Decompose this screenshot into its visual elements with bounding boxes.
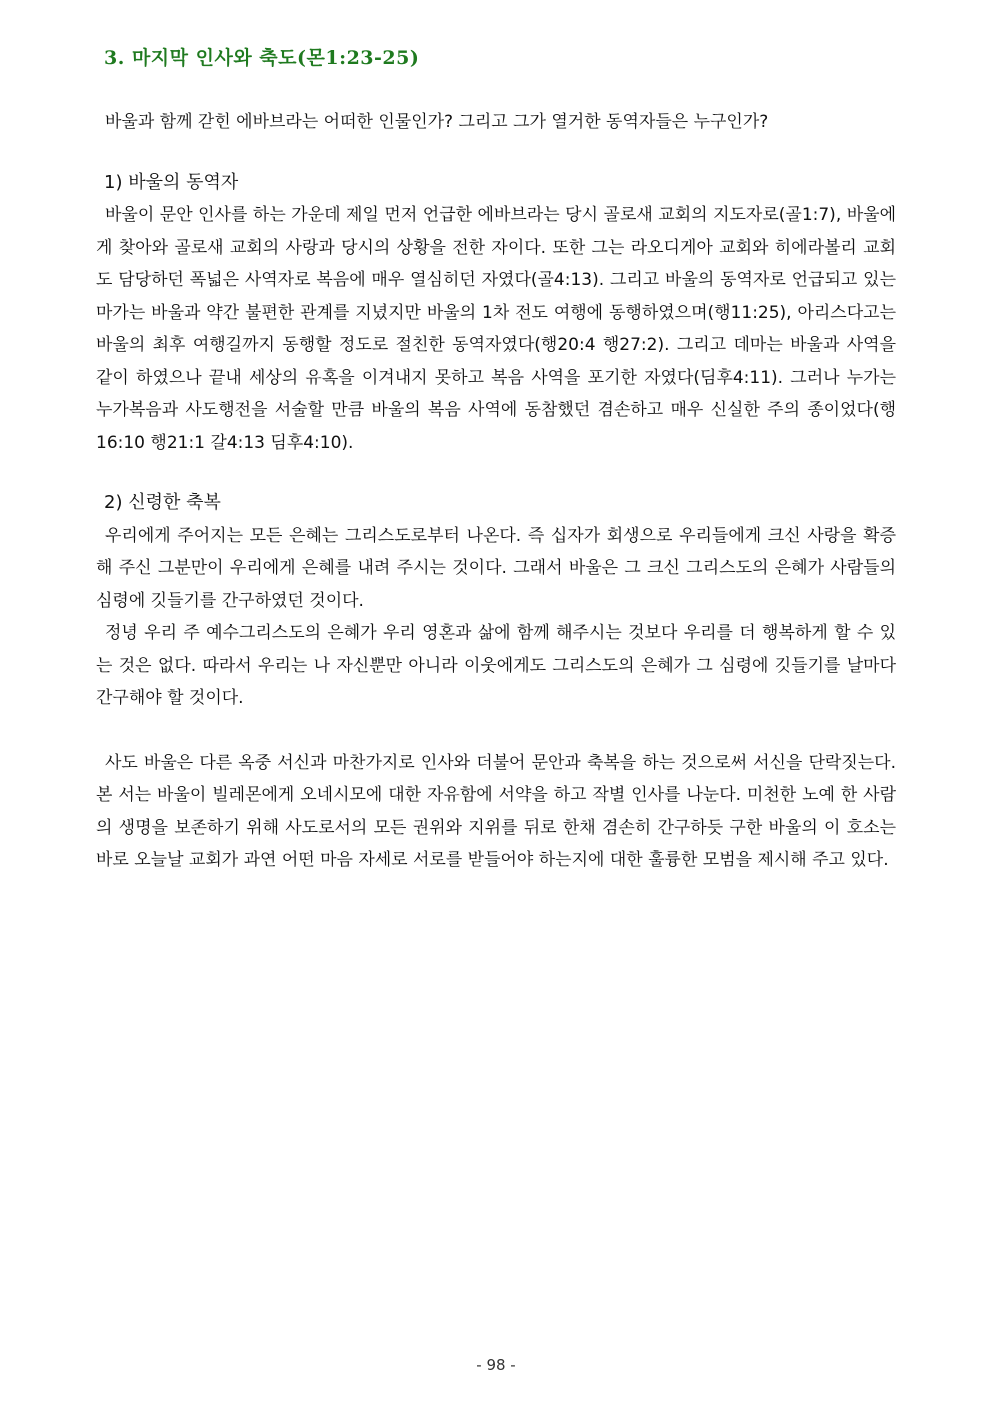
coworkers-paragraph: 바울이 문안 인사를 하는 가운데 제일 먼저 언급한 에바브라는 당시 골로새 교회의 지도자로(골1:7), 바울에게 찾아와 골로새 교회의 사랑과 당시의 상황을 전한 자이다. 또한 그는 라오디게아 교회와 히에라볼리 교회도 담당하던 폭넓은 사역자로 복음에 매우 열심히던 자였다(골4:13). 그리고 바울의 동역자로 언급되고 있는 마가는 바울과 약간 불편한 관계를 지녔지만 바울의 1차 전도 여행에 동행하였으며(행11:25), 아리스다고는 바울의 최후 여행길까지 동행할 정도로 절친한 동역자였다(행20:4 행27:2). 그리고 데마는 바울과 사역을 같이 하였으나 끝내 세상의 유혹을 이겨내지 못하고 복음 사역을 포기한 자였다(딤후4:11). 그러나 누가는 누가복음과 사도행전을 서술할 만큼 바울의 복음 사역에 동참했던 겸손하고 매우 신실한 주의 종이었다(행16:10 행21:1 갈4:13 딤후4:10). bbox=[96, 205, 896, 453]
intro-question: 바울과 함께 갇힌 에바브라는 어떠한 인물인가? 그리고 그가 열거한 동역자들은 누구인가? bbox=[105, 112, 769, 132]
document-page bbox=[96, 40, 896, 877]
subheading-coworkers: 1) 바울의 동역자 bbox=[104, 171, 239, 193]
page-number: - 98 - bbox=[476, 1356, 516, 1374]
section-title: 3. 마지막 인사와 축도(몬1:23-25) bbox=[104, 47, 420, 69]
conclusion-paragraph: 사도 바울은 다른 옥중 서신과 마찬가지로 인사와 더불어 문안과 축복을 하는 것으로써 서신을 단락짓는다. 본 서는 바울이 빌레몬에게 오네시모에 대한 자유함에 서약을 하고 작별 인사를 나눈다. 미천한 노예 한 사람의 생명을 보존하기 위해 사도로서의 모든 권위와 지위를 뒤로 한채 겸손히 간구하듯 구한 바울의 이 호소는 바로 오늘날 교회가 과연 어떤 마음 자세로 서로를 받들어야 하는지에 대한 훌륭한 모범을 제시해 주고 있다. bbox=[96, 752, 896, 870]
subheading-spiritual-blessing: 2) 신령한 축복 bbox=[104, 492, 221, 513]
blessing-paragraph-1: 우리에게 주어지는 모든 은혜는 그리스도로부터 나온다. 즉 십자가 회생으로 우리들에게 크신 사랑을 확증해 주신 그분만이 우리에게 은혜를 내려 주시는 것이다. 그래서 바울은 그 크신 그리스도의 은혜가 사람들의 심령에 깃들기를 간구하였던 것이다. bbox=[96, 525, 896, 611]
paragraph-spacer bbox=[96, 715, 896, 747]
blessing-paragraph-2: 정녕 우리 주 예수그리스도의 은혜가 우리 영혼과 삶에 함께 해주시는 것보다 우리를 더 행복하게 할 수 있는 것은 없다. 따라서 우리는 나 자신뿐만 아니라 이웃에게도 그리스도의 은혜가 그 심령에 깃들기를 날마다 간구해야 할 것이다. bbox=[96, 623, 896, 708]
